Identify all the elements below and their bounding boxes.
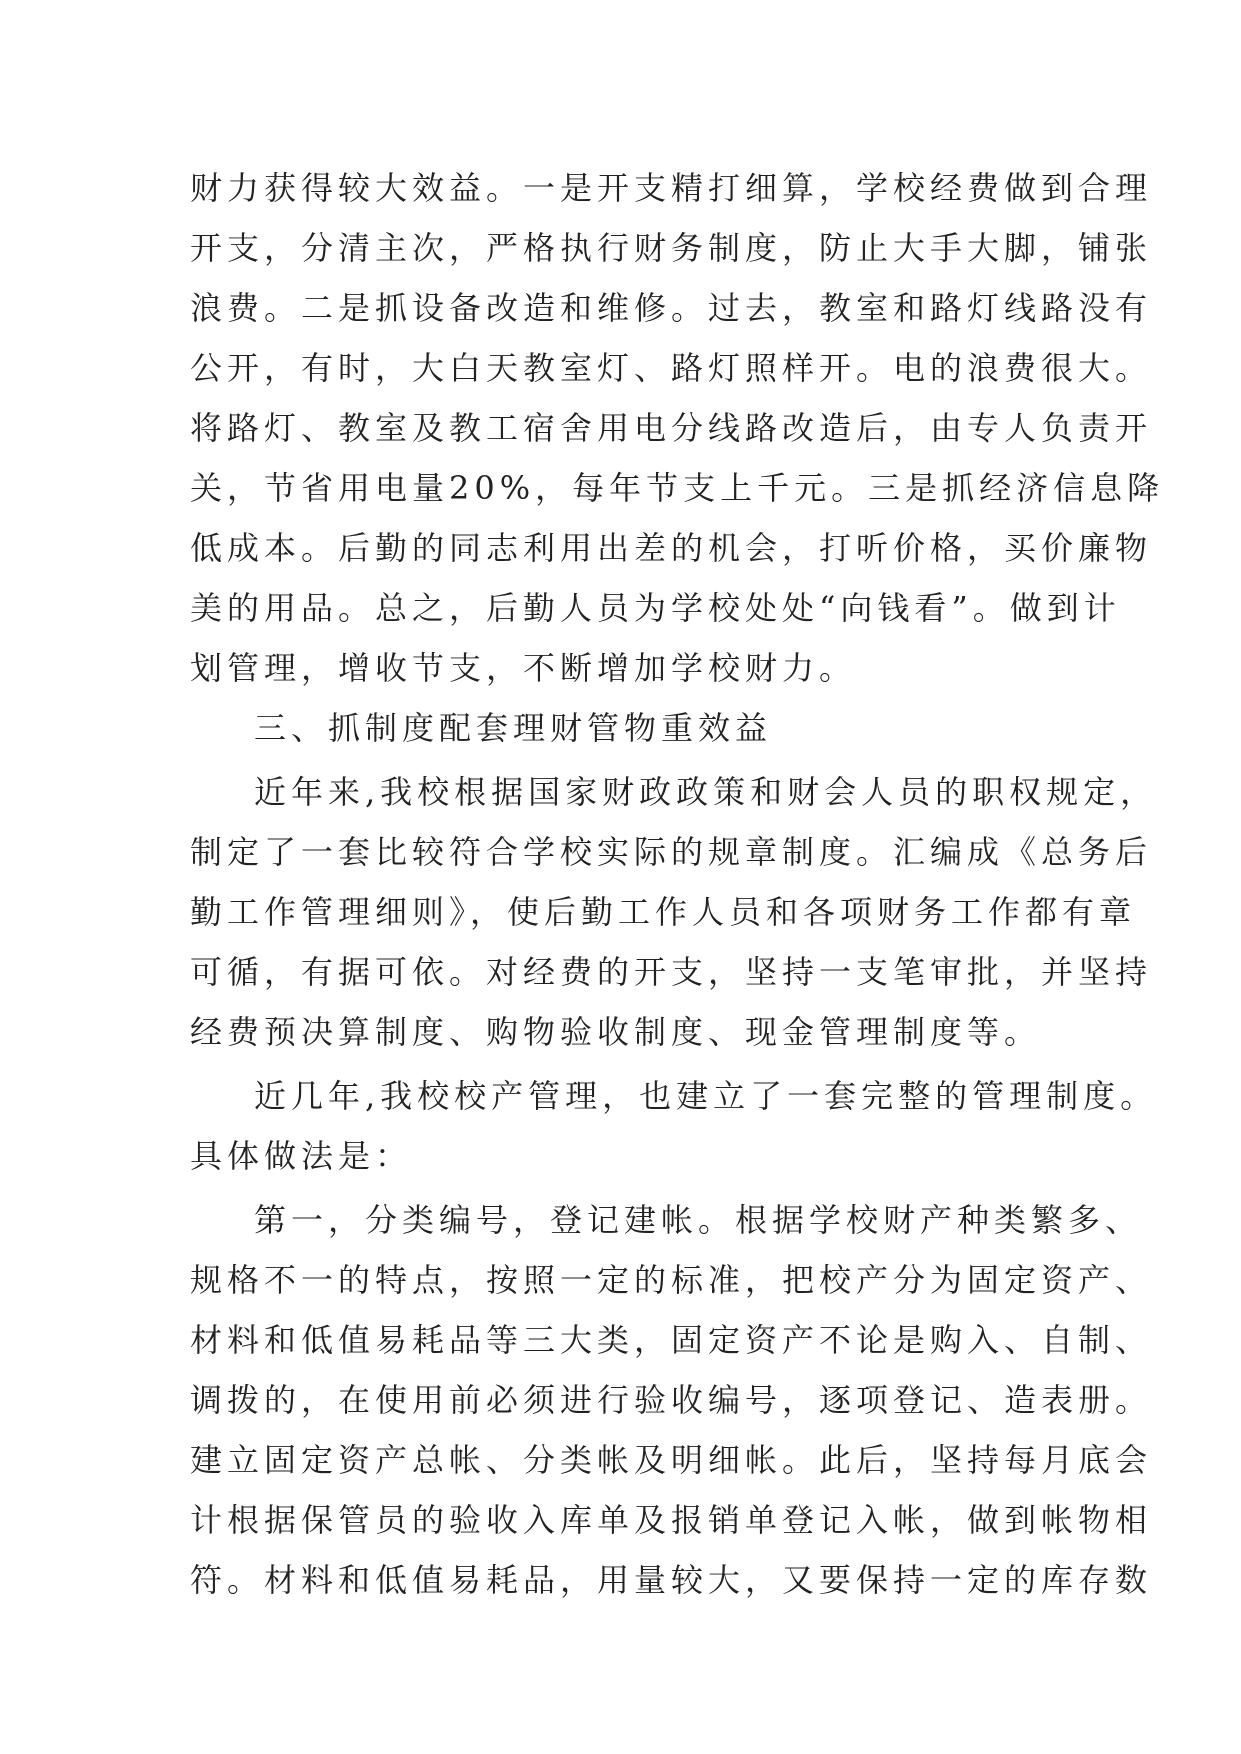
text-line: 财力获得较大效益。一是开支精打细算，学校经费做到合理	[190, 169, 1153, 207]
text-line: 可循，有据可依。对经费的开支，坚持一支笔审批，并坚持	[190, 953, 1153, 991]
text-line: 符。材料和低值易耗品，用量较大，又要保持一定的库存数	[190, 1561, 1153, 1599]
text-line: 调拨的，在使用前必须进行验收编号，逐项登记、造表册。	[190, 1381, 1153, 1419]
text-line: 建立固定资产总帐、分类帐及明细帐。此后，坚持每月底会	[190, 1441, 1153, 1479]
text-line: 划管理，增收节支，不断增加学校财力。	[190, 649, 857, 687]
text-line: 材料和低值易耗品等三大类，固定资产不论是购入、自制、	[190, 1321, 1153, 1359]
text-line: 关，节省用电量20%，每年节支上千元。三是抓经济信息降	[190, 469, 1165, 507]
text-line: 将路灯、教室及教工宿舍用电分线路改造后，由专人负责开	[190, 409, 1153, 447]
section-heading: 三、抓制度配套理财管物重效益	[254, 709, 773, 747]
paragraph-start-line: 第一，分类编号，登记建帐。根据学校财产种类繁多、	[254, 1201, 1143, 1239]
text-line: 开支，分清主次，严格执行财务制度，防止大手大脚，铺张	[190, 229, 1153, 267]
text-line: 低成本。后勤的同志利用出差的机会，打听价格，买价廉物	[190, 529, 1153, 567]
paragraph-start-line: 近几年,我校校产管理，也建立了一套完整的管理制度。	[254, 1077, 1158, 1115]
text-line: 制定了一套比较符合学校实际的规章制度。汇编成《总务后	[190, 833, 1153, 871]
paragraph-start-line: 近年来,我校根据国家财政政策和财会人员的职权规定，	[254, 773, 1158, 811]
text-line: 浪费。二是抓设备改造和维修。过去，教室和路灯线路没有	[190, 289, 1153, 327]
text-line: 勤工作管理细则》，使后勤工作人员和各项财务工作都有章	[190, 893, 1137, 931]
document-body	[190, 158, 1165, 1610]
text-line: 具体做法是：	[190, 1137, 413, 1175]
text-line: 公开，有时，大白天教室灯、路灯照样开。电的浪费很大。	[190, 349, 1153, 387]
text-line: 经费预决算制度、购物验收制度、现金管理制度等。	[190, 1013, 1042, 1051]
text-line: 规格不一的特点，按照一定的标准，把校产分为固定资产、	[190, 1261, 1153, 1299]
text-line: 计根据保管员的验收入库单及报销单登记入帐，做到帐物相	[190, 1501, 1153, 1539]
text-line: 美的用品。总之，后勤人员为学校处处“向钱看”。做到计	[190, 589, 1121, 627]
